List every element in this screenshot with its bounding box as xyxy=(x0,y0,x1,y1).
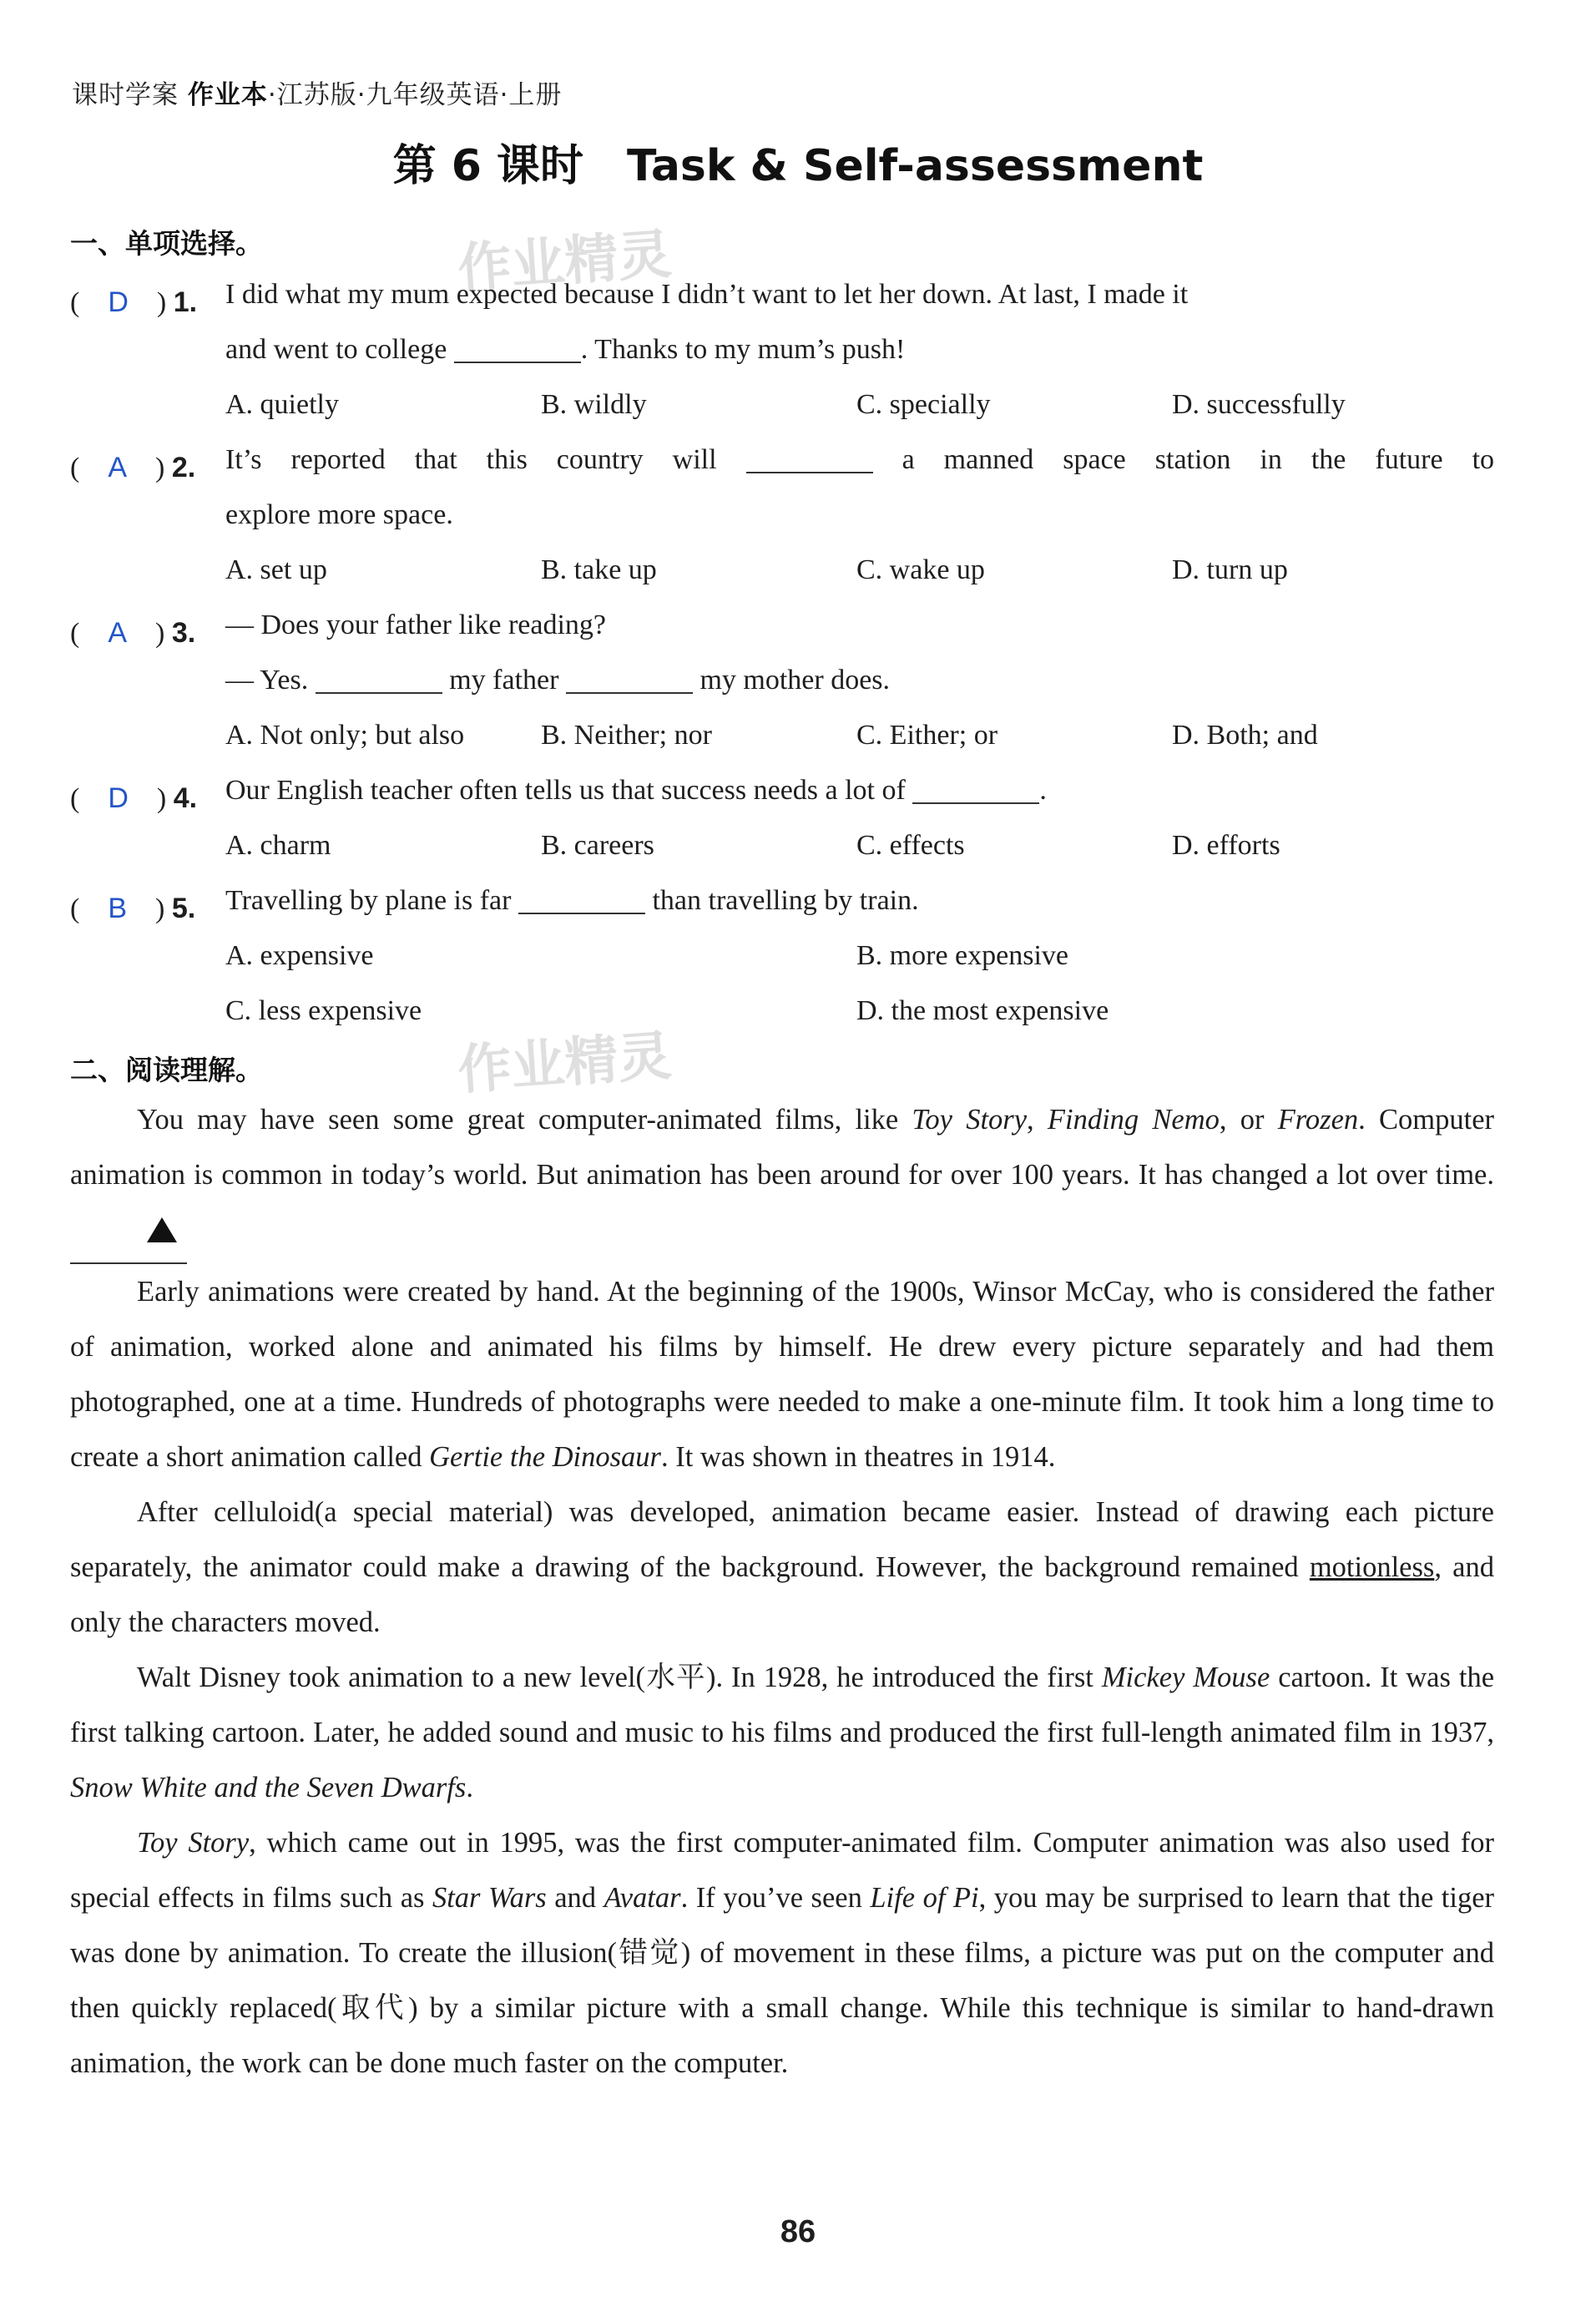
question-number-1: 1. xyxy=(173,286,198,318)
question-1-line-2 xyxy=(225,334,905,366)
film-title: Toy Story xyxy=(137,1827,250,1859)
answer-4: D xyxy=(108,782,129,814)
answer-5: B xyxy=(108,893,128,924)
q1-option-a: A. quietly xyxy=(225,389,339,420)
question-5: ( B ) 5. xyxy=(70,893,196,924)
answer-2: A xyxy=(108,452,128,483)
film-title: Toy Story xyxy=(912,1104,1028,1136)
question-2: ( A ) 2. xyxy=(70,452,196,483)
film-title: Avatar xyxy=(604,1882,681,1914)
header-info: ·江苏版·九年级英语·上册 xyxy=(267,80,563,110)
q3-text-a: — Yes. xyxy=(225,665,309,696)
q2-text-post: a manned space station in the future to xyxy=(902,444,1495,475)
q5-option-c: C. less expensive xyxy=(225,995,422,1026)
q3-option-d: D. Both; and xyxy=(1172,720,1318,751)
paragraph-2: Early animations were created by hand. At the beginning of the 1900s, Winsor McCay, who is considered the father of animation, worked alone and animated his films by himself. He drew every picture separately and had them photographed, one at a time. Hundreds of photographs were needed to make a one-minute film. It took him a long time to create a short animation called Gertie the Dinosaur. It was shown in theatres in 1914. xyxy=(70,1276,1494,1473)
lesson-title: 第 6 课时 Task & Self-assessment xyxy=(392,141,1204,191)
q3-text-b: my father xyxy=(449,665,559,696)
question-3-line-1: — Does your father like reading? xyxy=(225,610,606,640)
q5-option-b: B. more expensive xyxy=(856,940,1068,971)
paragraph-1: You may have seen some great computer-animated films, like Toy Story, Finding Nemo, or Frozen. Computer animation is common in today’s world. But animation has been around for over 100 years. It has changed a lot over time. xyxy=(70,1092,1494,1264)
paragraph-5: Toy Story, which came out in 1995, was the first computer-animated film. Computer animation was also used for special effects in films such as Star Wars and Avatar. If you’ve seen Life of Pi, you may be surprised to learn that the tiger was done by animation. To create the illusion(错觉) of movement in these films, a picture was put on the computer and then quickly replaced(取代) by a similar picture with a small change. While this technique is similar to hand-drawn animation, the work can be done much faster on the computer. xyxy=(70,1827,1495,2079)
watermark-middle: 作业精灵 xyxy=(456,1025,674,1102)
question-number-3: 3. xyxy=(171,617,196,649)
q1-option-c: C. specially xyxy=(856,389,991,420)
answer-3: A xyxy=(108,617,128,649)
q1-option-b: B. wildly xyxy=(541,389,647,420)
q2-option-c: C. wake up xyxy=(856,554,985,585)
question-2-line-2: explore more space. xyxy=(225,499,453,530)
q4-option-b: B. careers xyxy=(541,830,654,861)
running-header xyxy=(72,73,562,111)
film-title: Gertie the Dinosaur xyxy=(429,1441,661,1473)
reading-passage xyxy=(70,1092,1494,2091)
section-heading-reading: 二、阅读理解。 xyxy=(70,1054,263,1086)
answer-blank xyxy=(912,800,1039,804)
q4-text-pre: Our English teacher often tells us that success needs a lot of xyxy=(225,775,906,806)
q3-option-c: C. Either; or xyxy=(856,720,998,751)
answer-blank xyxy=(746,469,873,473)
question-number-2: 2. xyxy=(171,452,196,483)
paragraph-3: After celluloid(a special material) was developed, animation became easier. Instead of drawing each picture separately, the animator could make a drawing of the background. However, the background remained motionless, and only the characters moved. xyxy=(70,1496,1494,1638)
q3-option-b: B. Neither; nor xyxy=(541,720,712,751)
q2-option-a: A. set up xyxy=(225,554,327,585)
watermark-top: 作业精灵 xyxy=(456,224,674,301)
section-heading-choice: 一、单项选择。 xyxy=(70,227,263,260)
header-series: 课时学案 xyxy=(72,80,179,110)
q4-option-c: C. effects xyxy=(856,830,965,861)
blank-triangle-marker xyxy=(70,1206,187,1264)
question-1: ( D ) 1. xyxy=(70,286,198,318)
q3-option-a: A. Not only; but also xyxy=(225,720,465,751)
film-title: Finding Nemo xyxy=(1047,1104,1220,1136)
film-title: Life of Pi xyxy=(870,1882,979,1914)
question-4: ( D ) 4. xyxy=(70,782,198,814)
question-number-5: 5. xyxy=(171,893,196,924)
answer-blank xyxy=(566,690,693,694)
film-title: Frozen xyxy=(1277,1104,1359,1136)
q4-option-a: A. charm xyxy=(225,830,331,861)
q2-text-pre: It’s reported that this country will xyxy=(225,444,717,475)
answer-blank xyxy=(454,359,581,363)
underlined-word: motionless xyxy=(1309,1551,1435,1583)
q5-text-post: than travelling by train. xyxy=(652,885,919,916)
film-title: Mickey Mouse xyxy=(1101,1662,1270,1693)
question-number-4: 4. xyxy=(173,782,198,814)
q5-text-pre: Travelling by plane is far xyxy=(225,885,512,916)
answer-blank xyxy=(518,910,645,914)
q1-option-d: D. successfully xyxy=(1172,389,1346,420)
header-brand: 作业本 xyxy=(187,80,268,110)
question-1-line-1: I did what my mum expected because I didn’t want to let her down. At last, I made it xyxy=(225,279,1189,310)
answer-1: D xyxy=(108,286,129,318)
q5-option-a: A. expensive xyxy=(225,940,374,971)
q1-text-pre: and went to college xyxy=(225,334,447,365)
answer-blank xyxy=(316,690,442,694)
q4-option-d: D. efforts xyxy=(1172,830,1280,861)
q5-option-d: D. the most expensive xyxy=(856,995,1109,1026)
q1-text-post: . Thanks to my mum’s push! xyxy=(580,334,906,365)
film-title: Star Wars xyxy=(432,1882,547,1914)
question-4-line-1 xyxy=(225,775,1047,807)
page-number: 86 xyxy=(780,2214,816,2249)
question-2-line-1 xyxy=(225,444,1494,476)
q2-option-d: D. turn up xyxy=(1172,554,1288,585)
triangle-icon xyxy=(147,1217,177,1242)
film-title: Snow White and the Seven Dwarfs xyxy=(70,1772,467,1803)
q3-text-c: my mother does. xyxy=(700,665,891,696)
q2-option-b: B. take up xyxy=(541,554,657,585)
q4-text-post: . xyxy=(1039,775,1047,806)
paragraph-4: Walt Disney took animation to a new level(水平). In 1928, he introduced the first Mickey Mouse cartoon. It was the first talking cartoon. Later, he added sound and music to his films and produced the first full-length animated film in 1937, Snow White and the Seven Dwarfs. xyxy=(70,1662,1495,1803)
question-5-line-1 xyxy=(225,885,919,917)
question-3-line-2 xyxy=(225,665,890,696)
question-3: ( A ) 3. xyxy=(70,617,196,649)
